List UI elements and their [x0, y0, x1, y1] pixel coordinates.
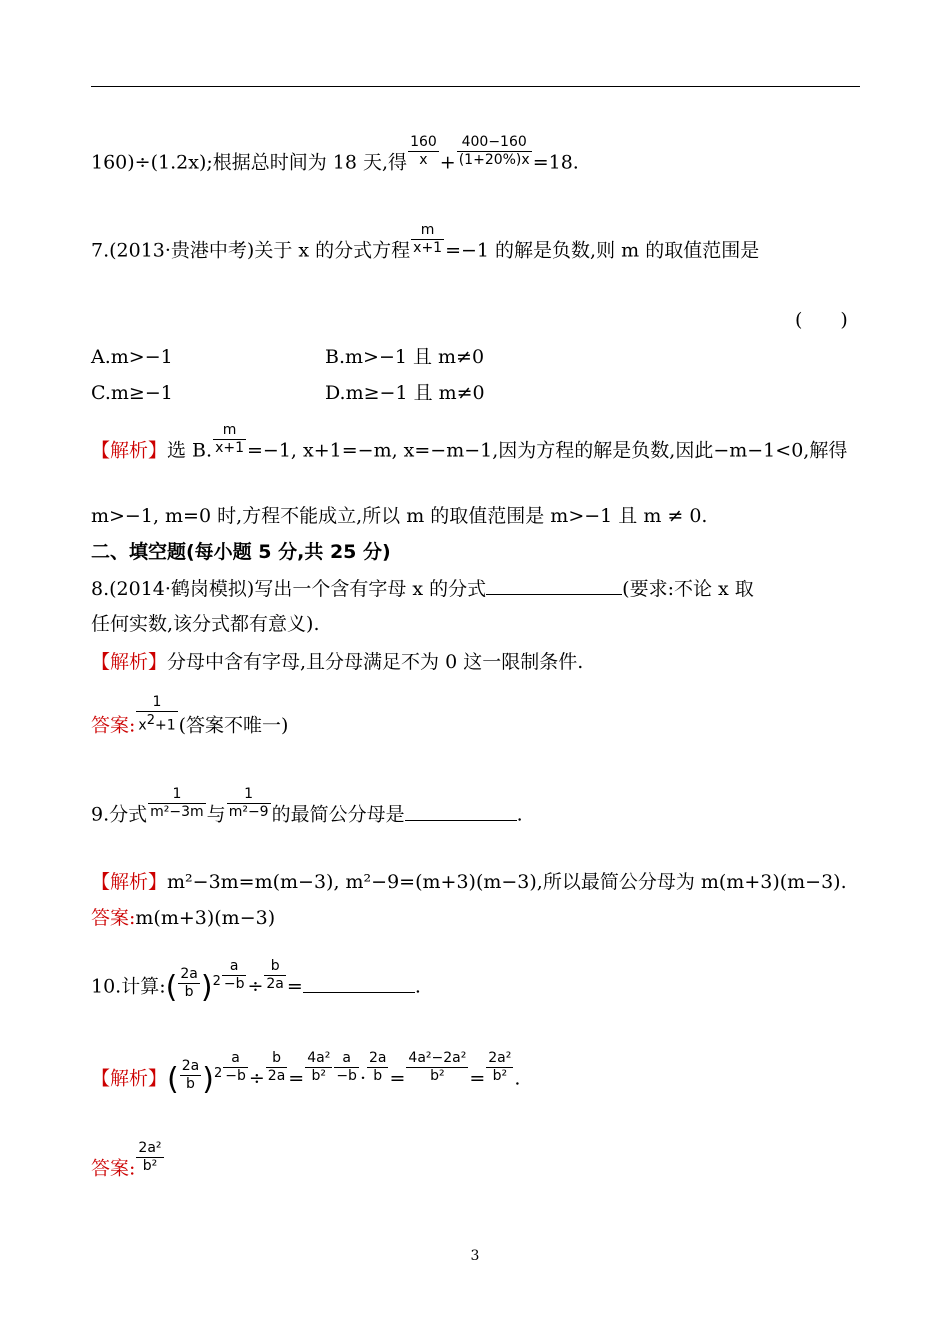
solution-tag: 【解析】 — [91, 439, 168, 462]
fraction-b-over-2a: $\frac{b}{2a}$ — [266, 958, 284, 992]
fraction-1-over-x2+1: $\frac{1}{x2+1}$ — [138, 694, 176, 734]
question-10: 10.计算:( $\frac{2a}{b}$ )$^2$ $\frac{a}{-b}$ ÷ $\frac{b}{2a}$ = . — [91, 958, 421, 1005]
solution-tag: 【解析】 — [91, 651, 168, 673]
fraction-1-over-m2-3m: $\frac{1}{\text{m²−3m}}$ — [150, 786, 204, 820]
answer-blank[interactable] — [405, 802, 517, 821]
q10-answer — [91, 1140, 165, 1187]
header-rule — [91, 86, 860, 87]
fraction-2a-over-b: $\frac{2a}{b}$ — [181, 1058, 200, 1092]
fraction-a-over-minus-b: $\frac{a}{-b}$ — [225, 1050, 246, 1084]
fraction-4a2-minus-2a2-over-b2: $\frac{\text{4a²−2a²}}{\text{b²}}$ — [408, 1050, 467, 1084]
fraction-a-over-minus-b: $\frac{a}{-b}$ — [336, 1050, 357, 1084]
q7-solution-line2: m>−1, m=0 时,方程不能成立,所以 m 的取值范围是 m>−1 且 m ≠ 0. — [91, 505, 708, 527]
question-8-line2: 任何实数,该分式都有意义). — [91, 613, 320, 635]
fraction-m-over-x+1: $\frac{m}{x+1}$ — [413, 222, 443, 256]
option-d: D.m≥−1 且 m≠0 — [325, 382, 485, 404]
solution-tag: 【解析】 — [91, 871, 168, 893]
q9-answer: 答案:m(m+3)(m−3) — [91, 907, 276, 929]
fraction-a-over-minus-b: $\frac{a}{-b}$ — [223, 958, 245, 992]
q8-solution: 【解析】分母中含有字母,且分母满足不为 0 这一限制条件. — [91, 651, 584, 673]
question-9: 9.分式 $\frac{1}{\text{m²−3m}}$ 与 $\frac{1}{\text{m²−9}}$ 的最简公分母是 . — [91, 786, 523, 826]
option-a: A.m>−1 — [91, 346, 173, 368]
question-7: 7.(2013·贵港中考)关于 x 的分式方程 $\frac{m}{x+1}$ =−1 的解是负数,则 m 的取值范围是 — [91, 222, 760, 262]
fraction-b-over-2a: $\frac{b}{2a}$ — [267, 1050, 286, 1084]
q10-solution: 【解析】( $\frac{2a}{b}$ )$^2$ $\frac{a}{-b}$ ÷ $\frac{b}{2a}$ = $\frac{\text{4a²}}{\text{b²}}$ $\frac{a}{-b}$ · $\frac{2a}{b}$ = $\frac{\text{4a²−2a²}}{\text{b²}}$ = $\frac{\text{2a²}}{\text{b²}}$ . — [91, 1050, 521, 1097]
prev-solution-line: 160)÷(1.2x);根据总时间为 18 天,得 $\frac{160}{x}$ + $\frac{400-160}{(1+20\%)x}$ =18. — [91, 134, 579, 174]
section-title: 二、填空题(每小题 5 分,共 25 分) — [91, 541, 391, 563]
fraction-2a-over-b: $\frac{2a}{b}$ — [180, 966, 198, 1000]
fraction-2a2-over-b2: $\frac{\text{2a²}}{\text{b²}}$ — [488, 1050, 512, 1084]
option-b: B.m>−1 且 m≠0 — [325, 346, 485, 368]
q9-solution: 【解析】m²−3m=m(m−3), m²−9=(m+3)(m−3),所以最简公分母为 m(m+3)(m−3). — [91, 871, 847, 893]
option-c: C.m≥−1 — [91, 382, 173, 404]
answer-blank[interactable] — [486, 576, 622, 595]
fraction-m-over-x+1: $\frac{m}{x+1}$ — [215, 422, 244, 456]
page-number: 3 — [470, 1248, 480, 1264]
answer-blank[interactable] — [303, 974, 415, 993]
solution-tag: 【解析】 — [91, 1067, 168, 1090]
fraction-4a2-over-b2: $\frac{\text{4a²}}{\text{b²}}$ — [307, 1050, 331, 1084]
fraction-160-over-x: $\frac{160}{x}$ — [410, 134, 437, 168]
answer-paren: ( ) — [795, 309, 848, 331]
answer-label: 答案: — [91, 714, 136, 737]
prev-text: 160)÷(1.2x);根据总时间为 18 天,得 — [91, 151, 408, 174]
fraction-240-over-1.2x: $\frac{400-160}{(1+20\%)x}$ — [458, 134, 530, 168]
answer-label: 答案: — [91, 907, 136, 929]
q7-solution: 【解析】选 B. $\frac{m}{x+1}$ =−1, x+1=−m, x=−m−1,因为方程的解是负数,因此−m−1<0,解得 — [91, 422, 848, 462]
fraction-2a2-over-b2: $\frac{\text{2a²}}{\text{b²}}$ — [138, 1140, 162, 1174]
question-8: 8.(2014·鹤岗模拟)写出一个含有字母 x 的分式 (要求:不论 x 取 — [91, 578, 754, 600]
fraction-1-over-m2-9: $\frac{1}{\text{m²−9}}$ — [228, 786, 269, 820]
q8-answer: 答案: $\frac{1}{x2+1}$ (答案不唯一) — [91, 694, 289, 737]
fraction-2a-over-b: $\frac{2a}{b}$ — [368, 1050, 387, 1084]
answer-label: 答案: — [91, 1157, 136, 1180]
